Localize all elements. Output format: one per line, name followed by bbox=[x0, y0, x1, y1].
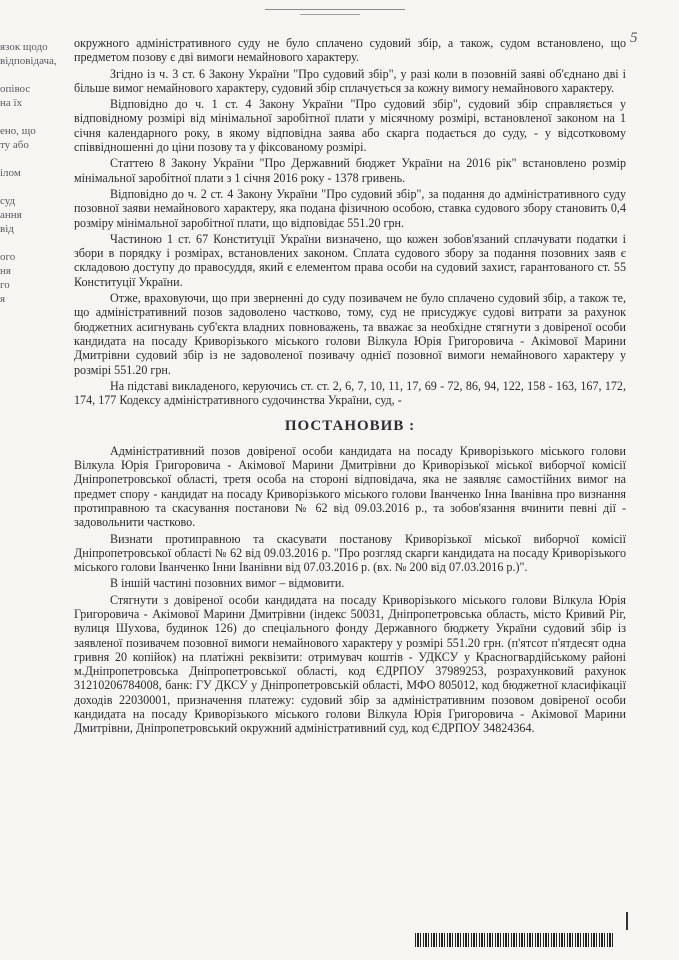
margin-fragment: я bbox=[0, 293, 6, 305]
paragraph: окружного адміністративного суду не було сплачено судовий збір, а також, судом встановлено, що предметом позову є дві вимоги немайнового характеру. bbox=[74, 36, 626, 65]
margin-fragment bbox=[0, 306, 70, 320]
margin-fragment bbox=[0, 180, 70, 194]
margin-fragment: на їх bbox=[0, 97, 23, 109]
margin-fragment: суд bbox=[0, 195, 16, 207]
margin-fragment: ілом bbox=[0, 167, 21, 179]
paragraph: Адміністративний позов довіреної особи кандидата на посаду Криворізького міського голови Вілкула Юрія Григоровича - Акімової Марини Дмитрівни до Криворізької міської виборчої комісії Дніпропетровської області, третя особа на стороні відповідача, яка не заявляє самостійних вимог на предмет спору - кандидат на посаду Криворізького міського голови Іванченко Інна Іванівна про визнання протиправною та скасування постанови № 62 від 09.03.2016 р., та зобов'язання вчинити певні дії - задовольнити частково. bbox=[74, 443, 626, 530]
paragraph: Відповідно до ч. 2 ст. 4 Закону України "Про судовий збір", за подання до адміністративного суду позовної заяви немайнового характеру, яка подана фізичною особою, ставка судового збору становить 0,4 розміру мінімальної заробітної плати, що відповідає 551.20 грн. bbox=[74, 186, 626, 230]
barcode bbox=[415, 933, 615, 947]
paragraph: Статтею 8 Закону України "Про Державний бюджет України на 2016 рік" встановлено розмір мінімальної заробітної плати з 1 січня 2016 року - 1378 гривень. bbox=[74, 156, 626, 185]
section-heading: ПОСТАНОВИВ : bbox=[284, 418, 416, 435]
paragraph: Згідно із ч. 3 ст. 6 Закону України "Про судовий збір", у разі коли в позовній заяві об'єднано дві і більше вимог немайнового характеру, судовий збір сплачується за кожну вимогу немайнового характеру. bbox=[74, 66, 626, 95]
margin-fragment: від bbox=[0, 223, 14, 235]
margin-fragment: язок щодо bbox=[0, 41, 48, 53]
edge-mark bbox=[626, 912, 628, 930]
margin-fragment: ено, що bbox=[0, 125, 36, 137]
header-rule-short bbox=[300, 14, 360, 15]
margin-fragment bbox=[0, 236, 70, 250]
paragraph: Відповідно до ч. 1 ст. 4 Закону України "Про судовий збір", судовий збір справляється у відповідному розмірі від мінімальної заробітної плати у місячному розмірі, встановленої законом на 1 січня календарного року, в якому відповідна заява або скарга подається до суду, - у відсотковому співвідношенні до ціни позову та у фіксованому розмірі. bbox=[74, 97, 626, 155]
paragraph: В іншій частині позовних вимог – відмовити. bbox=[110, 576, 345, 591]
margin-fragment: ня bbox=[0, 265, 11, 277]
document-body bbox=[74, 36, 626, 738]
margin-fragment: ання bbox=[0, 209, 22, 221]
margin-fragment bbox=[0, 110, 70, 124]
margin-fragment: го bbox=[0, 279, 10, 291]
left-margin-fragments bbox=[0, 40, 70, 334]
margin-fragment: відповідача, bbox=[0, 55, 57, 67]
margin-fragment bbox=[0, 320, 70, 334]
paragraph: Визнати протиправною та скасувати постанову Криворізької міської виборчої комісії Дніпропетровської області № 62 від 09.03.2016 р. "Про розгляд скарги кандидата на посаду Криворізького міського голови Іванченко Інни Іванівни від 07.03.2016 р. (вх. № 200 від 07.03.2016 р.)". bbox=[74, 531, 626, 575]
paragraph: Отже, враховуючи, що при зверненні до суду позивачем не було сплачено судовий збір, а також те, що адміністративний позов задоволено частково, тому, суд не присуджує судові витрати за рахунок бюджетних асигнувань суб'єкта владних повноважень, та вважає за необхідне стягнути з довіреної особи кандидата на посаду Криворізького міського голови Вілкула Юрія Григоровича - Акімової Марини Дмитрівни судовий збір із не задоволеної позивачу однієї позовної вимоги немайнового характеру у розмірі 551.20 грн. bbox=[74, 291, 626, 377]
margin-fragment: ту або bbox=[0, 139, 29, 151]
page-number: 5 bbox=[630, 30, 638, 46]
paragraph: На підставі викладеного, керуючись ст. ст. 2, 6, 7, 10, 11, 17, 69 - 72, 86, 94, 122, 158 - 163, 167, 172, 174, 177 Кодексу адміністративного судочинства України, суд, - bbox=[74, 378, 626, 408]
paragraph: Частиною 1 ст. 67 Конституції України визначено, що кожен зобов'язаний сплачувати податки і збори в порядку і розмірах, встановлених законом. Сплата судового збору за подання позовних заяв є складовою доступу до правосуддя, який є елементом права особи на судовий захист, гарантованого ст. 55 Конституції України. bbox=[74, 231, 626, 289]
margin-fragment bbox=[0, 152, 70, 166]
margin-fragment: ого bbox=[0, 251, 16, 263]
margin-fragment: опівос bbox=[0, 83, 31, 95]
header-rule bbox=[265, 9, 405, 10]
margin-fragment bbox=[0, 68, 70, 82]
paragraph: Стягнути з довіреної особи кандидата на посаду Криворізького міського голови Вілкула Юрія Григоровича - Акімової Марини Дмитрівни (індекс 50031, Дніпропетровська область, місто Кривий Ріг, вулиця Шухова, будинок 126) до спеціального фонду Державного бюджету України судовий збір із заявленої позивачем позовної вимоги немайнового характеру у розмірі 551.20 грн. (п'ятсот п'ятдесят одна гривня 20 копійок) на платіжні реквізити: отримувач коштів - УДКСУ у Красногвардійському районі м.Дніпропетровська Дніпропетровської області, код ЄДРПОУ 37989253, розрахунковий рахунок 31210206784008, банк: ГУ ДКСУ у Дніпропетровській області, МФО 805012, код бюджетної класифікації доходів 22030001, призначення платежу: судовий збір за адміністративним позовом довіреної особи кандидата на посаду Криворізького міського голови Вілкула Юрія Григоровича - Акімової Марини Дмитрівни, Дніпропетровський окружний адміністративний суд, код ЄДРПОУ 34824364. bbox=[74, 592, 626, 736]
